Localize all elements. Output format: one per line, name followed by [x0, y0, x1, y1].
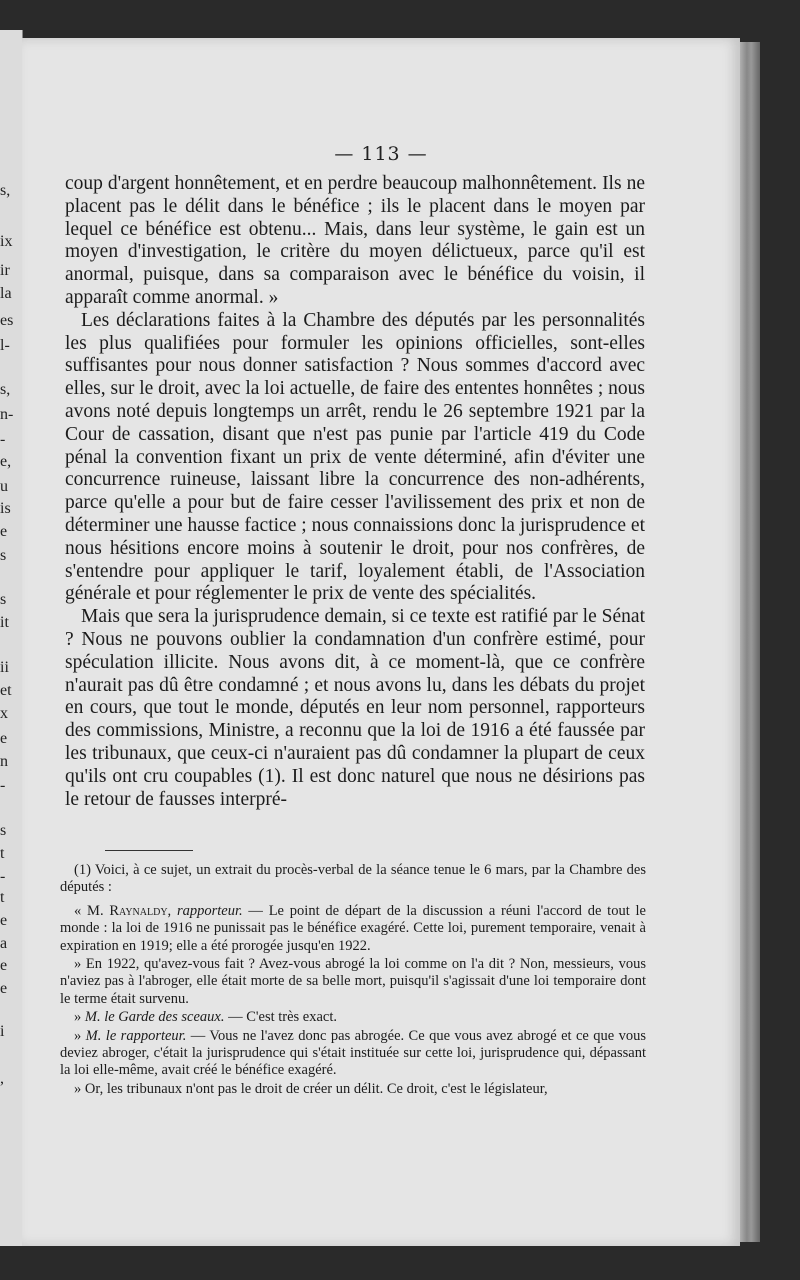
left-page-fragment: -: [0, 777, 6, 794]
paragraph: coup d'argent honnêtement, et en perdre beaucoup malhonnêtement. Ils ne placent pas le délit dans le bénéfice ; ils le placent dans le moyen par lequel ce bénéfice est obtenu... Mais, dans leur système, le gain est un moyen d'investigation, le critère du moyen délictueux, parce qu'il est anormal, puisque, dans sa comparaison avec le bénéfice du voisin, il apparaît comme anormal. »: [65, 173, 645, 308]
left-page-fragment: s,: [0, 182, 11, 199]
left-page-fragment: -: [0, 431, 6, 448]
footnote-paragraph: » En 1922, qu'avez-vous fait ? Avez-vous abrogé la loi comme on l'a dit ? Non, messieurs, vous n'aviez pas à l'abroger, elle était morte de sa belle mort, puisqu'il s'agissait d'une loi temporaire dont le terme était survenu.: [60, 956, 646, 1007]
body-text: [65, 173, 645, 811]
paragraph: Les déclarations faites à la Chambre des députés par les personnalités les plus qualifiées pour formuler les opinions officielles, sont-elles suffisantes pour nous donner satisfaction ? Nous sommes d'accord avec elles, sur le droit, avec la loi actuelle, de faire des ententes honnêtes ; nous avons noté depuis longtemps un arrêt, rendu le 26 septembre 1921 par la Cour de cassation, disant que n'est pas punie par l'article 419 du Code pénal la convention fixant un prix de vente déterminé, afin d'éviter une concurrence ruineuse, laissant libre la concurrence des non-adhérents, parce qu'elle a pour but de faire cesser l'avilissement des prix et non de déterminer une hausse factice ; nous connaissions donc la jurisprudence et nous hésitions encore moins à soutenir le droit, pour nos confrères, de s'entendre pour appliquer le tarif, loyalement établi, de l'Association générale et pour réglementer le prix de vente des spécialités.: [65, 309, 645, 605]
footnote-paragraph: [60, 1028, 646, 1080]
speaker-name: M. le rapporteur.: [85, 1027, 187, 1044]
footnote-intro: (1) Voici, à ce sujet, un extrait du procès-verbal de la séance tenue le 6 mars, par la Chambre des députés :: [60, 862, 646, 896]
footnote-paragraph: » Or, les tribunaux n'ont pas le droit de créer un délit. Ce droit, c'est le législateur,: [74, 1080, 548, 1097]
left-page-fragment: n: [0, 753, 8, 770]
left-page-fragment: is: [0, 500, 11, 517]
left-page-fragment: s: [0, 591, 7, 608]
left-page-fragment: -: [0, 868, 6, 885]
left-page-fragment: n-: [0, 406, 14, 423]
left-page-fragment: et: [0, 682, 12, 699]
left-page-fragment: e: [0, 980, 8, 997]
page-number: — 113 —: [334, 143, 428, 165]
left-page-fragment: a: [0, 935, 8, 952]
left-page-fragment: x: [0, 705, 8, 722]
quote-mark: »: [74, 1027, 86, 1044]
footnote-rule: [105, 850, 193, 851]
quote-mark: «: [74, 902, 88, 919]
left-page-fragment: i: [0, 1023, 5, 1040]
speaker-name: M. Raynaldy,: [87, 902, 172, 919]
footnote-text: — Le point de départ de la discussion a réuni l'accord de tout le monde : la loi de 1916 ne punissait pas le bénéfice exagéré. Cette loi, purement temporaire, venait à expiration en 1919; elle a été prorogée jusqu'en 1922.: [60, 902, 646, 954]
scan-background: [0, 1246, 800, 1280]
left-page-fragment: s: [0, 822, 7, 839]
page-stack-edge: [738, 42, 760, 1242]
left-page-fragment: e: [0, 523, 8, 540]
left-page-fragment: la: [0, 285, 12, 302]
paragraph: Mais que sera la jurisprudence demain, si ce texte est ratifié par le Sénat ? Nous ne pouvons oublier la condamnation d'un confrère estimé, pour spéculation illicite. Nous avons dit, à ce moment-là, que ce confrère n'aurait pas dû être condamné ; et nous avons lu, dans les débats du projet en cours, que tout le monde, députés en leur nom personnel, rapporteurs des commissions, Ministre, a reconnu que la loi de 1916 a été faussée par les tribunaux, que ceux-ci n'auraient pas dû condamner la plupart de ceux qu'ils ont cru coupables (1). Il est donc naturel que nous ne désirions pas le retour de fausses interpré-: [65, 606, 645, 810]
left-page-fragment: e: [0, 912, 8, 929]
footnotes: [60, 862, 646, 1099]
left-page-fragment: u: [0, 478, 8, 495]
left-page-fragment: ii: [0, 659, 9, 676]
left-page-fragment: t: [0, 889, 5, 906]
left-page-fragment: es: [0, 312, 14, 329]
left-page-fragment: e: [0, 730, 8, 747]
left-page-fragment: ir: [0, 262, 10, 279]
left-page-fragment: e: [0, 957, 8, 974]
quote-mark: »: [74, 1009, 85, 1026]
footnote-paragraph: [60, 1009, 646, 1026]
left-page-fragments: [0, 30, 22, 1250]
book-page: [22, 38, 740, 1246]
left-page-fragment: ix: [0, 233, 13, 250]
left-page-fragment: l-: [0, 337, 10, 354]
adjacent-left-page: [0, 30, 23, 1250]
speaker-name: M. le Garde des sceaux.: [84, 1009, 225, 1026]
left-page-fragment: s,: [0, 381, 11, 398]
footnote-text: — C'est très exact.: [224, 1009, 338, 1026]
left-page-fragment: e,: [0, 453, 12, 470]
left-page-fragment: ,: [0, 1070, 4, 1087]
footnote-text: — Vous ne l'avez donc pas abrogée. Ce que vous avez abrogé et ce que vous deviez abroger, c'était la jurisprudence qui s'était instituée sur cette loi, jurisprudence qui, dépassant la loi elle-même, avait créé le bénéfice exagéré.: [60, 1027, 646, 1079]
footnote-paragraph: [60, 903, 646, 955]
left-page-fragment: t: [0, 845, 5, 862]
speaker-role: rapporteur.: [171, 902, 243, 919]
left-page-fragment: it: [0, 614, 9, 631]
left-page-fragment: s: [0, 547, 7, 564]
